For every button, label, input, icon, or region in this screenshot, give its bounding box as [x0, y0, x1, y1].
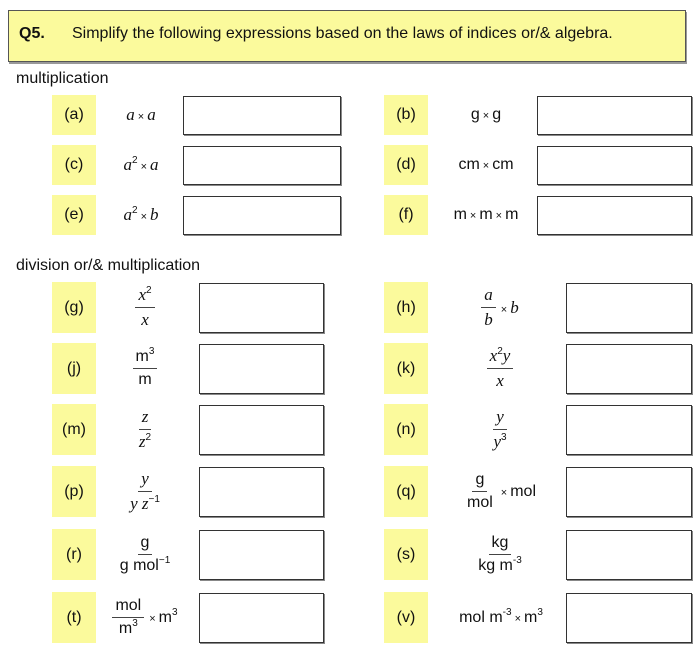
denominator [127, 492, 163, 514]
expr-term: g [140, 534, 150, 551]
expr-term: cm [458, 156, 480, 173]
expr-term: m [118, 620, 133, 637]
answer-box[interactable] [199, 283, 324, 333]
expression [100, 95, 180, 135]
fraction [464, 471, 496, 512]
expr-term: y [141, 469, 149, 488]
superscript: 2 [132, 205, 138, 216]
expression [100, 195, 180, 235]
expression [435, 282, 565, 333]
times-sign: × [469, 210, 477, 222]
expression-tail [459, 606, 543, 627]
expr-term: mol [467, 494, 493, 511]
numerator [472, 471, 487, 492]
answer-box[interactable] [566, 344, 692, 394]
numerator [493, 407, 507, 430]
times-sign: × [495, 210, 503, 222]
fraction [117, 534, 174, 575]
item-label: (g) [52, 282, 96, 333]
expr-term: x [141, 310, 149, 329]
answer-box[interactable] [537, 196, 692, 235]
numerator [489, 534, 512, 555]
answer-box[interactable] [566, 405, 692, 455]
expr-term: y [502, 346, 511, 365]
fraction [133, 348, 158, 389]
numerator [481, 285, 496, 308]
denominator [464, 492, 496, 512]
item-label: (j) [52, 343, 96, 394]
times-sign: × [514, 612, 521, 625]
denominator [136, 430, 154, 452]
expression-tail [498, 298, 519, 318]
answer-box[interactable] [199, 530, 324, 580]
denominator [117, 555, 174, 575]
numerator [138, 469, 152, 492]
fraction [490, 407, 509, 452]
answer-box[interactable] [199, 344, 324, 394]
expression [440, 195, 530, 235]
expr-term: m [135, 348, 149, 365]
times-sign: × [140, 161, 147, 173]
expression-tail [454, 206, 519, 224]
answer-box[interactable] [566, 283, 692, 333]
superscript: -3 [512, 555, 522, 566]
superscript: 2 [145, 285, 152, 296]
item-label: (p) [52, 466, 96, 517]
item-label: (b) [384, 95, 428, 135]
times-sign: × [482, 110, 490, 122]
answer-box[interactable] [199, 405, 324, 455]
expr-term: z [138, 432, 146, 451]
answer-box[interactable] [199, 593, 324, 643]
denominator [138, 308, 152, 330]
denominator [481, 308, 496, 330]
expression-tail [124, 155, 159, 175]
superscript: -3 [502, 606, 512, 618]
expr-term: g [470, 106, 480, 123]
expr-term: g [492, 106, 502, 123]
superscript: 3 [171, 606, 178, 618]
expr-term: mol m [459, 608, 503, 626]
item-label: (h) [384, 282, 428, 333]
item-label: (s) [384, 529, 428, 580]
item-label: (n) [384, 404, 428, 455]
item-label: (k) [384, 343, 428, 394]
answer-box[interactable] [199, 467, 324, 517]
answer-box[interactable] [183, 96, 341, 135]
numerator [138, 534, 153, 555]
denominator [493, 369, 507, 391]
expr-term: m [505, 206, 519, 223]
expr-term: b [150, 205, 159, 224]
question-instruction: Simplify the following expressions based on the laws of indices or/& algebra. [72, 25, 613, 42]
expr-term: x [489, 346, 498, 365]
expr-term: x [496, 371, 504, 390]
question-header [8, 10, 686, 62]
superscript: 2 [132, 155, 138, 166]
item-label: (d) [384, 145, 428, 185]
times-sign: × [482, 160, 490, 172]
expression-tail [126, 105, 155, 125]
expr-term: kg m [478, 557, 513, 574]
expr-term: mol [115, 597, 142, 614]
superscript: 3 [132, 618, 138, 629]
item-label: (t) [52, 592, 96, 643]
expression [440, 145, 530, 185]
answer-box[interactable] [537, 146, 692, 185]
expression [100, 145, 180, 185]
expression [435, 343, 565, 394]
expr-term: a [150, 155, 159, 174]
expr-term: kg [491, 534, 509, 551]
expression [435, 529, 565, 580]
expr-term: y z [130, 494, 149, 513]
expr-term: m [158, 608, 172, 626]
times-sign: × [500, 486, 508, 499]
expr-term: y [496, 407, 504, 426]
item-label: (q) [384, 466, 428, 517]
expression [435, 466, 565, 517]
expression-tail [146, 606, 178, 627]
question-number: Q5. [19, 25, 45, 42]
denominator [490, 430, 509, 452]
expr-term: g [475, 471, 485, 488]
times-sign: × [500, 303, 508, 316]
expr-term: y [493, 432, 501, 451]
expression-tail [124, 205, 159, 225]
superscript: −1 [148, 494, 160, 505]
expr-term: b [484, 310, 493, 329]
item-label: (v) [384, 592, 428, 643]
expr-term: a [484, 285, 493, 304]
expr-term: a [147, 105, 156, 124]
superscript: 3 [148, 346, 155, 357]
numerator [112, 597, 144, 618]
expression-tail [498, 483, 536, 501]
answer-box[interactable] [537, 96, 692, 135]
fraction [475, 534, 525, 575]
expression-tail [471, 106, 501, 124]
expr-term: a [123, 205, 132, 224]
numerator [139, 407, 152, 430]
expression [100, 466, 190, 517]
fraction [487, 346, 514, 391]
expression [435, 592, 565, 643]
expr-term: m [524, 608, 538, 626]
expression [100, 343, 190, 394]
times-sign: × [137, 111, 145, 123]
expr-term: x [138, 285, 146, 304]
expr-term: m [453, 206, 467, 223]
expr-term: b [510, 297, 519, 317]
expr-term: m [138, 371, 152, 388]
item-label: (r) [52, 529, 96, 580]
denominator [475, 555, 525, 575]
superscript: 3 [500, 432, 507, 443]
fraction [112, 597, 144, 638]
superscript: 2 [145, 432, 152, 443]
expr-term: g mol [119, 557, 159, 574]
superscript: 2 [497, 346, 503, 357]
expression [100, 592, 190, 643]
item-label: (a) [52, 95, 96, 135]
expr-term: mol [510, 482, 536, 500]
item-label: (f) [384, 195, 428, 235]
item-label: (e) [52, 195, 96, 235]
numerator [135, 285, 154, 308]
times-sign: × [140, 211, 147, 223]
expression [440, 95, 530, 135]
fraction [136, 407, 154, 452]
expression [100, 282, 190, 333]
expression [100, 529, 190, 580]
answer-box[interactable] [566, 467, 692, 517]
superscript: 3 [537, 606, 543, 618]
answer-box[interactable] [183, 196, 341, 235]
expression-tail [458, 156, 513, 174]
numerator [133, 348, 158, 369]
superscript: −1 [158, 555, 171, 566]
numerator [487, 346, 514, 369]
expression [435, 404, 565, 455]
expr-term: a [126, 105, 135, 124]
section-title-multiplication: multiplication [16, 70, 109, 87]
answer-box[interactable] [183, 146, 341, 185]
section-title-division: division or/& multiplication [16, 257, 201, 274]
times-sign: × [149, 612, 156, 625]
denominator [116, 618, 141, 638]
fraction [481, 285, 496, 330]
fraction [135, 285, 154, 330]
expr-term: z [141, 407, 149, 426]
answer-box[interactable] [566, 593, 692, 643]
fraction [127, 469, 163, 514]
item-label: (c) [52, 145, 96, 185]
denominator [135, 369, 154, 389]
expr-term: cm [492, 156, 514, 173]
expression [100, 404, 190, 455]
answer-box[interactable] [566, 530, 692, 580]
item-label: (m) [52, 404, 96, 455]
expr-term: m [479, 206, 493, 223]
expr-term: a [123, 155, 132, 174]
